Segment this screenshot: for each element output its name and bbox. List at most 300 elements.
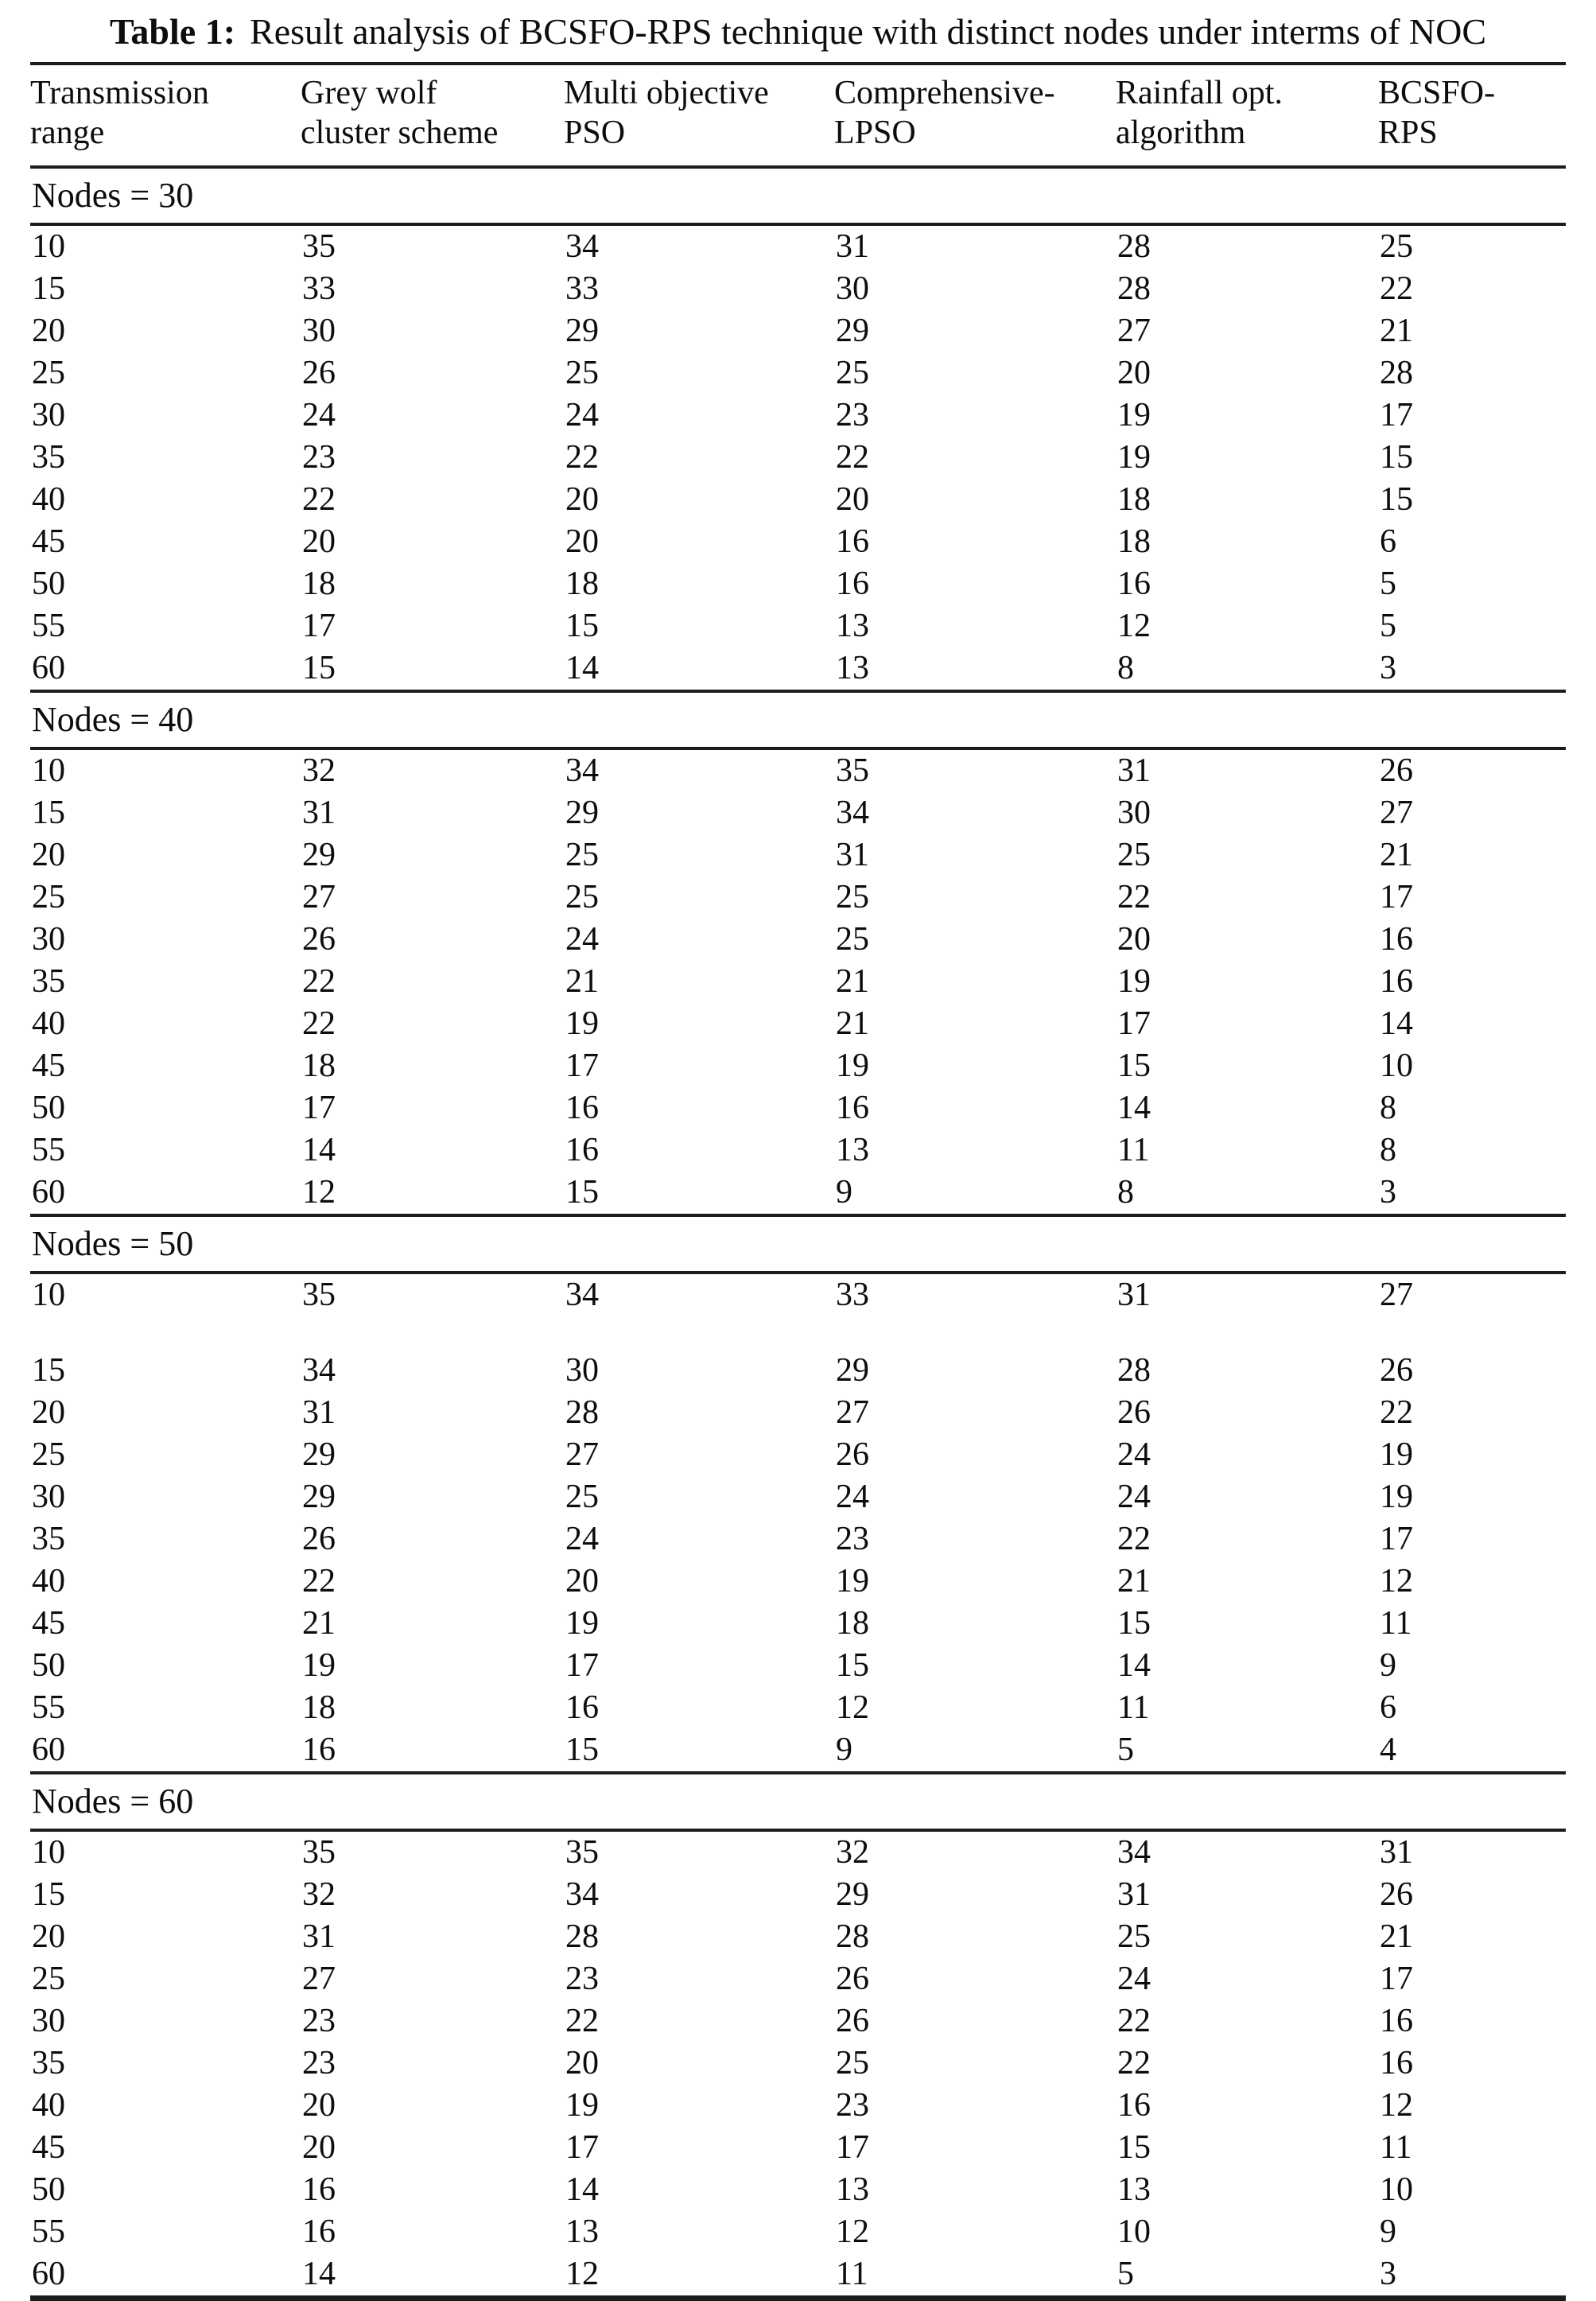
cell-transmission-range: 50: [32, 1090, 65, 1126]
cell-value: 14: [1117, 1090, 1151, 1126]
cell-value: 21: [836, 963, 869, 1000]
cell-value: 24: [1117, 1436, 1151, 1473]
cell-value: 25: [836, 2045, 869, 2081]
cell-value: 16: [302, 1732, 336, 1768]
table-section: [30, 1774, 1566, 2301]
cell-value: 26: [1380, 752, 1413, 789]
table-row: [30, 1958, 1566, 2000]
cell-value: 5: [1380, 608, 1396, 644]
cell-value: 26: [302, 1521, 336, 1557]
column-header-line: Multi objective: [564, 75, 769, 111]
table-row: [30, 647, 1566, 690]
cell-value: 12: [1380, 2087, 1413, 2124]
cell-value: 25: [1117, 837, 1151, 873]
table-row: [30, 1045, 1566, 1087]
cell-value: 20: [565, 1563, 599, 1599]
cell-transmission-range: 55: [32, 2214, 65, 2250]
table-row: [30, 792, 1566, 834]
cell-value: 35: [302, 1277, 336, 1313]
cell-value: 26: [1380, 1352, 1413, 1389]
cell-value: 35: [302, 228, 336, 265]
cell-value: 16: [302, 2171, 336, 2208]
table-row: [30, 2211, 1566, 2253]
cell-value: 22: [302, 481, 336, 518]
cell-value: 6: [1380, 523, 1396, 560]
cell-value: 16: [1380, 963, 1413, 1000]
cell-value: 34: [565, 1277, 599, 1313]
table-row: [30, 521, 1566, 563]
cell-value: 3: [1380, 2256, 1396, 2292]
cell-value: 35: [565, 1834, 599, 1871]
column-header-line: algorithm: [1116, 115, 1246, 151]
cell-value: 10: [1117, 2214, 1151, 2250]
cell-value: 22: [1117, 2045, 1151, 2081]
cell-value: 32: [836, 1834, 869, 1871]
column-header-transmission-range: [30, 73, 301, 153]
cell-value: 24: [565, 397, 599, 433]
column-header-comprehensive-lpso: [834, 73, 1116, 153]
table-row: [30, 352, 1566, 395]
cell-value: 19: [1380, 1436, 1413, 1473]
cell-value: 22: [302, 963, 336, 1000]
cell-transmission-range: 20: [32, 1918, 65, 1955]
table-row: [30, 268, 1566, 310]
cell-value: 14: [302, 2256, 336, 2292]
cell-value: 18: [302, 1689, 336, 1726]
table-row: [30, 1350, 1566, 1392]
cell-transmission-range: 45: [32, 523, 65, 560]
cell-transmission-range: 45: [32, 1605, 65, 1642]
cell-value: 18: [302, 1047, 336, 1084]
cell-value: 25: [1380, 228, 1413, 265]
section-label: Nodes = 40: [32, 700, 194, 739]
cell-value: 11: [1117, 1132, 1150, 1168]
cell-value: 12: [1380, 1563, 1413, 1599]
cell-value: 16: [1117, 566, 1151, 602]
cell-value: 20: [302, 2129, 336, 2166]
cell-value: 19: [565, 2087, 599, 2124]
cell-value: 30: [836, 270, 869, 307]
cell-value: 13: [1117, 2171, 1151, 2208]
cell-value: 22: [565, 439, 599, 476]
section-label: Nodes = 50: [32, 1224, 194, 1263]
cell-value: 5: [1117, 1732, 1134, 1768]
cell-value: 29: [565, 313, 599, 349]
cell-value: 11: [1380, 2129, 1412, 2166]
cell-value: 27: [302, 879, 336, 915]
cell-value: 29: [302, 1436, 336, 1473]
cell-value: 21: [1117, 1563, 1151, 1599]
cell-transmission-range: 15: [32, 795, 65, 831]
cell-value: 32: [302, 752, 336, 789]
cell-value: 29: [836, 1352, 869, 1389]
cell-value: 19: [565, 1605, 599, 1642]
cell-value: 28: [1117, 228, 1151, 265]
cell-value: 33: [565, 270, 599, 307]
cell-value: 8: [1380, 1132, 1396, 1168]
column-header-grey-wolf-cluster-scheme: [301, 73, 564, 153]
cell-transmission-range: 35: [32, 1521, 65, 1557]
cell-value: 16: [1380, 2045, 1413, 2081]
cell-transmission-range: 25: [32, 1436, 65, 1473]
table-row: [30, 226, 1566, 268]
table-row: [30, 1129, 1566, 1172]
table-section: [30, 693, 1566, 1217]
table-row: [30, 1645, 1566, 1687]
cell-value: 31: [1117, 752, 1151, 789]
cell-value: 15: [1117, 2129, 1151, 2166]
table-row: [30, 750, 1566, 792]
cell-value: 29: [836, 1876, 869, 1913]
table-row: [30, 2043, 1566, 2085]
cell-value: 27: [1117, 313, 1151, 349]
cell-value: 14: [1117, 1647, 1151, 1684]
cell-value: 17: [302, 608, 336, 644]
table-row: [30, 1274, 1566, 1316]
cell-value: 12: [565, 2256, 599, 2292]
cell-value: 26: [1117, 1394, 1151, 1431]
cell-value: 23: [836, 1521, 869, 1557]
cell-value: 27: [1380, 1277, 1413, 1313]
cell-value: 19: [836, 1563, 869, 1599]
cell-value: 22: [1117, 2003, 1151, 2039]
table-row: [30, 834, 1566, 876]
cell-value: 10: [1380, 2171, 1413, 2208]
cell-value: 18: [565, 566, 599, 602]
cell-value: 12: [836, 1689, 869, 1726]
cell-value: 22: [565, 2003, 599, 2039]
cell-value: 31: [302, 795, 336, 831]
cell-value: 22: [1380, 1394, 1413, 1431]
cell-value: 25: [565, 355, 599, 391]
cell-value: 20: [1117, 355, 1151, 391]
column-header-rainfall-opt-algorithm: [1116, 73, 1378, 153]
cell-value: 35: [302, 1834, 336, 1871]
cell-value: 18: [1117, 523, 1151, 560]
cell-value: 17: [1117, 1005, 1151, 1042]
cell-value: 20: [1117, 921, 1151, 958]
table-row: [30, 2169, 1566, 2211]
column-header-line: Grey wolf: [301, 75, 437, 111]
cell-value: 13: [836, 1132, 869, 1168]
table-row: [30, 1518, 1566, 1561]
table-row: [30, 1434, 1566, 1476]
cell-value: 17: [565, 1047, 599, 1084]
cell-transmission-range: 25: [32, 1961, 65, 1997]
cell-value: 22: [302, 1005, 336, 1042]
cell-value: 30: [1117, 795, 1151, 831]
cell-value: 16: [565, 1132, 599, 1168]
cell-value: 17: [1380, 879, 1413, 915]
cell-value: 23: [836, 397, 869, 433]
cell-value: 17: [1380, 1961, 1413, 1997]
cell-transmission-range: 20: [32, 837, 65, 873]
cell-value: 18: [302, 566, 336, 602]
cell-value: 15: [836, 1647, 869, 1684]
column-header-line: cluster scheme: [301, 115, 499, 151]
cell-value: 14: [1380, 1005, 1413, 1042]
cell-transmission-range: 15: [32, 270, 65, 307]
cell-transmission-range: 30: [32, 1479, 65, 1515]
cell-value: 9: [1380, 2214, 1396, 2250]
cell-value: 26: [302, 355, 336, 391]
cell-value: 31: [302, 1394, 336, 1431]
cell-value: 27: [836, 1394, 869, 1431]
column-header-bcsfo-rps: [1378, 73, 1566, 153]
table-section: [30, 1217, 1566, 1774]
cell-transmission-range: 10: [32, 1834, 65, 1871]
cell-value: 20: [302, 2087, 336, 2124]
table-row: [30, 876, 1566, 919]
cell-value: 3: [1380, 650, 1396, 686]
table-row: [30, 479, 1566, 521]
cell-value: 28: [565, 1918, 599, 1955]
table-row: [30, 2127, 1566, 2169]
cell-value: 31: [1117, 1277, 1151, 1313]
cell-transmission-range: 60: [32, 1174, 65, 1211]
cell-value: 9: [836, 1732, 852, 1768]
cell-value: 23: [302, 2003, 336, 2039]
table-row: [30, 1392, 1566, 1434]
cell-transmission-range: 55: [32, 1689, 65, 1726]
cell-transmission-range: 60: [32, 2256, 65, 2292]
cell-value: 11: [1380, 1605, 1412, 1642]
cell-value: 23: [836, 2087, 869, 2124]
cell-value: 31: [836, 837, 869, 873]
column-header-line: Transmission: [30, 75, 209, 111]
table-row: [30, 961, 1566, 1003]
cell-value: 19: [302, 1647, 336, 1684]
cell-transmission-range: 40: [32, 1563, 65, 1599]
cell-value: 19: [1380, 1479, 1413, 1515]
section-label: Nodes = 30: [32, 176, 194, 215]
cell-value: 19: [836, 1047, 869, 1084]
table-caption-label: Table 1:: [109, 11, 236, 52]
cell-transmission-range: 60: [32, 650, 65, 686]
cell-value: 22: [1380, 270, 1413, 307]
cell-value: 17: [302, 1090, 336, 1126]
cell-transmission-range: 20: [32, 313, 65, 349]
cell-value: 15: [1380, 481, 1413, 518]
cell-value: 29: [302, 837, 336, 873]
table-row: [30, 2085, 1566, 2127]
cell-value: 31: [1117, 1876, 1151, 1913]
cell-value: 15: [302, 650, 336, 686]
column-header-line: Comprehensive-: [834, 75, 1055, 111]
cell-value: 5: [1380, 566, 1396, 602]
cell-value: 14: [302, 1132, 336, 1168]
cell-value: 17: [565, 2129, 599, 2166]
cell-transmission-range: 15: [32, 1352, 65, 1389]
cell-transmission-range: 10: [32, 752, 65, 789]
cell-value: 35: [836, 752, 869, 789]
column-header-line: LPSO: [834, 115, 916, 151]
cell-value: 25: [565, 879, 599, 915]
cell-value: 10: [1380, 1047, 1413, 1084]
cell-value: 21: [565, 963, 599, 1000]
cell-value: 16: [302, 2214, 336, 2250]
cell-value: 21: [1380, 1918, 1413, 1955]
cell-value: 27: [302, 1961, 336, 1997]
cell-value: 25: [1117, 1918, 1151, 1955]
cell-value: 21: [302, 1605, 336, 1642]
cell-value: 19: [565, 1005, 599, 1042]
cell-value: 19: [1117, 439, 1151, 476]
section-rows: [30, 1274, 1566, 1771]
section-end-rule: [30, 2295, 1566, 2301]
cell-value: 31: [302, 1918, 336, 1955]
cell-value: 23: [565, 1961, 599, 1997]
cell-transmission-range: 40: [32, 481, 65, 518]
cell-value: 12: [302, 1174, 336, 1211]
cell-value: 21: [1380, 313, 1413, 349]
cell-value: 8: [1380, 1090, 1396, 1126]
cell-value: 18: [1117, 481, 1151, 518]
cell-value: 21: [836, 1005, 869, 1042]
table-row: [30, 310, 1566, 352]
table-body: [30, 169, 1566, 2301]
cell-value: 6: [1380, 1689, 1396, 1726]
cell-value: 15: [1117, 1605, 1151, 1642]
table-caption-text: Result analysis of BCSFO-RPS technique with distinct nodes under interms of NOC: [250, 11, 1487, 52]
cell-value: 28: [1117, 270, 1151, 307]
cell-value: 17: [1380, 397, 1413, 433]
cell-value: 17: [1380, 1521, 1413, 1557]
cell-value: 25: [836, 355, 869, 391]
table-row: [30, 437, 1566, 479]
cell-value: 34: [565, 228, 599, 265]
cell-transmission-range: 50: [32, 566, 65, 602]
cell-value: 14: [565, 650, 599, 686]
cell-value: 15: [1117, 1047, 1151, 1084]
cell-value: 24: [1117, 1479, 1151, 1515]
column-header-line: Rainfall opt.: [1116, 75, 1283, 111]
cell-value: 20: [565, 523, 599, 560]
cell-value: 16: [836, 523, 869, 560]
cell-value: 25: [565, 1479, 599, 1515]
cell-value: 9: [836, 1174, 852, 1211]
cell-value: 22: [302, 1563, 336, 1599]
table-row: [30, 919, 1566, 961]
cell-value: 32: [302, 1876, 336, 1913]
cell-transmission-range: 25: [32, 355, 65, 391]
cell-value: 13: [565, 2214, 599, 2250]
cell-value: 19: [1117, 963, 1151, 1000]
cell-value: 16: [1380, 2003, 1413, 2039]
cell-value: 28: [1380, 355, 1413, 391]
cell-value: 23: [302, 439, 336, 476]
cell-transmission-range: 30: [32, 2003, 65, 2039]
cell-value: 16: [1117, 2087, 1151, 2124]
table-row: [30, 605, 1566, 647]
cell-value: 17: [836, 2129, 869, 2166]
cell-transmission-range: 35: [32, 2045, 65, 2081]
cell-value: 34: [302, 1352, 336, 1389]
cell-transmission-range: 15: [32, 1876, 65, 1913]
cell-value: 21: [1380, 837, 1413, 873]
table-row: [30, 1874, 1566, 1916]
cell-value: 29: [836, 313, 869, 349]
cell-transmission-range: 35: [32, 963, 65, 1000]
cell-transmission-range: 55: [32, 1132, 65, 1168]
cell-value: 28: [565, 1394, 599, 1431]
cell-transmission-range: 60: [32, 1732, 65, 1768]
table-row: [30, 1687, 1566, 1729]
cell-transmission-range: 50: [32, 2171, 65, 2208]
cell-value: 34: [565, 1876, 599, 1913]
cell-value: 20: [565, 2045, 599, 2081]
table-header-row: [30, 65, 1566, 165]
cell-value: 26: [1380, 1876, 1413, 1913]
cell-value: 25: [836, 921, 869, 958]
table-row: [30, 1916, 1566, 1958]
section-rows: [30, 1832, 1566, 2295]
cell-transmission-range: 50: [32, 1647, 65, 1684]
cell-value: 22: [1117, 1521, 1151, 1557]
cell-value: 30: [302, 313, 336, 349]
table-row: [30, 1561, 1566, 1603]
cell-value: 24: [302, 397, 336, 433]
cell-value: 16: [565, 1689, 599, 1726]
cell-transmission-range: 10: [32, 228, 65, 265]
cell-value: 34: [565, 752, 599, 789]
cell-value: 26: [836, 1436, 869, 1473]
table-section: [30, 169, 1566, 693]
cell-value: 24: [565, 1521, 599, 1557]
cell-value: 34: [836, 795, 869, 831]
cell-value: 15: [565, 608, 599, 644]
cell-value: 8: [1117, 650, 1134, 686]
cell-value: 25: [836, 879, 869, 915]
cell-value: 23: [302, 2045, 336, 2081]
cell-value: 4: [1380, 1732, 1396, 1768]
cell-value: 22: [1117, 879, 1151, 915]
cell-value: 13: [836, 608, 869, 644]
table-row: [30, 1087, 1566, 1129]
cell-value: 15: [565, 1732, 599, 1768]
table-row: [30, 1832, 1566, 1874]
cell-value: 22: [836, 439, 869, 476]
cell-value: 9: [1380, 1647, 1396, 1684]
cell-value: 16: [836, 566, 869, 602]
cell-value: 26: [302, 921, 336, 958]
cell-transmission-range: 10: [32, 1277, 65, 1313]
cell-value: 16: [836, 1090, 869, 1126]
cell-value: 29: [565, 795, 599, 831]
cell-value: 26: [836, 2003, 869, 2039]
section-rows: [30, 226, 1566, 690]
cell-value: 24: [565, 921, 599, 958]
cell-value: 5: [1117, 2256, 1134, 2292]
cell-transmission-range: 45: [32, 1047, 65, 1084]
cell-transmission-range: 20: [32, 1394, 65, 1431]
cell-value: 15: [1380, 439, 1413, 476]
cell-value: 27: [565, 1436, 599, 1473]
section-label: Nodes = 60: [32, 1782, 194, 1821]
column-header-line: PSO: [564, 115, 626, 151]
cell-value: 20: [836, 481, 869, 518]
cell-value: 12: [836, 2214, 869, 2250]
cell-value: 12: [1117, 608, 1151, 644]
cell-value: 31: [836, 228, 869, 265]
table-row: [30, 1476, 1566, 1518]
table-row: [30, 1172, 1566, 1214]
cell-value: 8: [1117, 1174, 1134, 1211]
cell-value: 30: [565, 1352, 599, 1389]
cell-transmission-range: 35: [32, 439, 65, 476]
table-caption: [30, 11, 1566, 52]
cell-value: 25: [565, 837, 599, 873]
